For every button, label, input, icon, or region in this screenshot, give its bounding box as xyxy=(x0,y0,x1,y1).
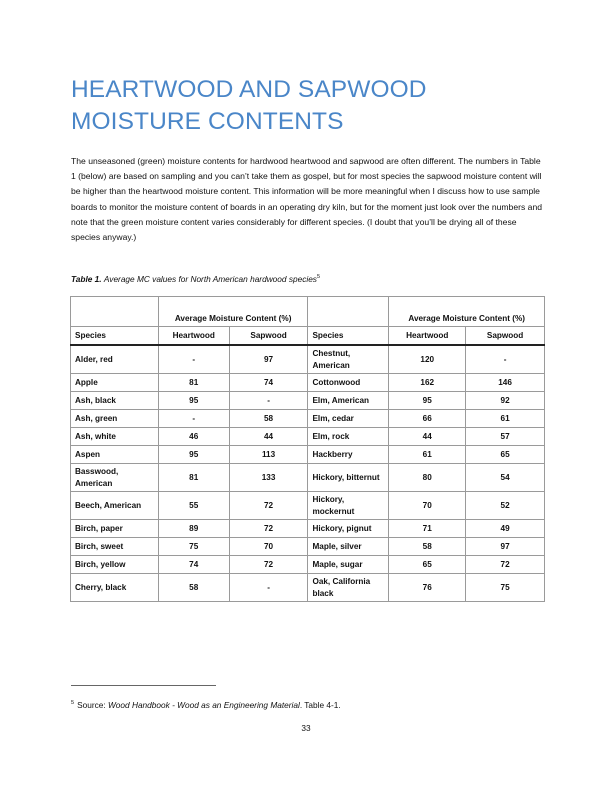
species-cell: Cottonwood xyxy=(308,374,389,392)
sapwood-cell: 72 xyxy=(229,492,308,520)
species-cell: Hackberry xyxy=(308,446,389,464)
species-cell: Hickory, mockernut xyxy=(308,492,389,520)
table-row xyxy=(71,410,545,428)
sapwood-cell: - xyxy=(466,345,545,374)
col-header-species: Species xyxy=(308,327,389,346)
heartwood-cell: 58 xyxy=(389,538,466,556)
col-header-heartwood: Heartwood xyxy=(158,327,229,346)
table-group-header-row xyxy=(71,297,545,327)
heartwood-cell: 81 xyxy=(158,374,229,392)
heartwood-cell: 55 xyxy=(158,492,229,520)
footnote xyxy=(71,700,341,710)
col-header-sapwood: Sapwood xyxy=(229,327,308,346)
table-caption xyxy=(71,274,320,284)
table-row xyxy=(71,446,545,464)
heartwood-cell: 44 xyxy=(389,428,466,446)
heartwood-cell: 81 xyxy=(158,464,229,492)
species-cell: Elm, rock xyxy=(308,428,389,446)
heartwood-cell: 80 xyxy=(389,464,466,492)
sapwood-cell: 54 xyxy=(466,464,545,492)
table-row xyxy=(71,492,545,520)
table-row xyxy=(71,392,545,410)
table-row xyxy=(71,345,545,374)
footnote-number: 5 xyxy=(71,700,75,707)
species-cell: Apple xyxy=(71,374,159,392)
heartwood-cell: 95 xyxy=(158,392,229,410)
table-row xyxy=(71,538,545,556)
heartwood-cell: 95 xyxy=(389,392,466,410)
heartwood-cell: 74 xyxy=(158,556,229,574)
sapwood-cell: 113 xyxy=(229,446,308,464)
table-row xyxy=(71,520,545,538)
heartwood-cell: 75 xyxy=(158,538,229,556)
sapwood-cell: 61 xyxy=(466,410,545,428)
sapwood-cell: 70 xyxy=(229,538,308,556)
table-row xyxy=(71,574,545,602)
sapwood-cell: 72 xyxy=(229,520,308,538)
species-cell: Ash, black xyxy=(71,392,159,410)
page-title: HEARTWOOD AND SAPWOOD MOISTURE CONTENTS xyxy=(71,76,427,135)
sapwood-cell: 97 xyxy=(229,345,308,374)
sapwood-cell: 58 xyxy=(229,410,308,428)
species-cell: Cherry, black xyxy=(71,574,159,602)
species-cell: Basswood, American xyxy=(71,464,159,492)
heartwood-cell: 46 xyxy=(158,428,229,446)
sapwood-cell: 146 xyxy=(466,374,545,392)
species-cell: Hickory, pignut xyxy=(308,520,389,538)
species-cell: Aspen xyxy=(71,446,159,464)
species-cell: Birch, sweet xyxy=(71,538,159,556)
species-cell: Chestnut, American xyxy=(308,345,389,374)
footnote-source-title: Wood Handbook - Wood as an Engineering Material xyxy=(107,700,300,710)
species-cell: Maple, silver xyxy=(308,538,389,556)
table-header-empty xyxy=(71,297,159,327)
sapwood-cell: 65 xyxy=(466,446,545,464)
group-header-right: Average Moisture Content (%) xyxy=(389,297,545,327)
table-row xyxy=(71,464,545,492)
heartwood-cell: 95 xyxy=(158,446,229,464)
sapwood-cell: 44 xyxy=(229,428,308,446)
heartwood-cell: 76 xyxy=(389,574,466,602)
heartwood-cell: 120 xyxy=(389,345,466,374)
col-header-species: Species xyxy=(71,327,159,346)
sapwood-cell: 74 xyxy=(229,374,308,392)
heartwood-cell: 89 xyxy=(158,520,229,538)
species-cell: Birch, yellow xyxy=(71,556,159,574)
species-cell: Beech, American xyxy=(71,492,159,520)
col-header-sapwood: Sapwood xyxy=(466,327,545,346)
heartwood-cell: 58 xyxy=(158,574,229,602)
footnote-divider xyxy=(71,685,216,686)
table-row xyxy=(71,428,545,446)
species-cell: Ash, white xyxy=(71,428,159,446)
sapwood-cell: 72 xyxy=(229,556,308,574)
table-caption-label: Table 1. xyxy=(71,274,102,284)
footnote-suffix: . Table 4-1. xyxy=(299,700,341,710)
sapwood-cell: 75 xyxy=(466,574,545,602)
table-column-header-row xyxy=(71,327,545,346)
heartwood-cell: 70 xyxy=(389,492,466,520)
sapwood-cell: 133 xyxy=(229,464,308,492)
footnote-prefix: Source: xyxy=(77,700,108,710)
species-cell: Hickory, bitternut xyxy=(308,464,389,492)
footnote-ref: 5 xyxy=(316,274,321,281)
table-header-empty xyxy=(308,297,389,327)
species-cell: Ash, green xyxy=(71,410,159,428)
table-row xyxy=(71,556,545,574)
heartwood-cell: 162 xyxy=(389,374,466,392)
sapwood-cell: 49 xyxy=(466,520,545,538)
heartwood-cell: - xyxy=(158,345,229,374)
species-cell: Elm, cedar xyxy=(308,410,389,428)
sapwood-cell: 57 xyxy=(466,428,545,446)
moisture-table xyxy=(70,296,545,602)
species-cell: Oak, California black xyxy=(308,574,389,602)
col-header-heartwood: Heartwood xyxy=(389,327,466,346)
species-cell: Alder, red xyxy=(71,345,159,374)
table-row xyxy=(71,374,545,392)
sapwood-cell: 72 xyxy=(466,556,545,574)
heartwood-cell: - xyxy=(158,410,229,428)
species-cell: Elm, American xyxy=(308,392,389,410)
heartwood-cell: 61 xyxy=(389,446,466,464)
sapwood-cell: 52 xyxy=(466,492,545,520)
sapwood-cell: 92 xyxy=(466,392,545,410)
sapwood-cell: - xyxy=(229,392,308,410)
sapwood-cell: - xyxy=(229,574,308,602)
group-header-left: Average Moisture Content (%) xyxy=(158,297,308,327)
heartwood-cell: 65 xyxy=(389,556,466,574)
sapwood-cell: 97 xyxy=(466,538,545,556)
species-cell: Maple, sugar xyxy=(308,556,389,574)
table-caption-text: Average MC values for North American hardwood species xyxy=(103,274,317,284)
species-cell: Birch, paper xyxy=(71,520,159,538)
intro-paragraph: The unseasoned (green) moisture contents for hardwood heartwood and sapwood are often different. The numbers in Table 1 (below) are based on sampling and you can’t take them as gospel, but for most species the sapwood moisture content will be higher than the heartwood moisture content. This information will be more meaningful when I discuss how to use sample boards to monitor the moisture content of boards in an operating dry kiln, but for the moment just look over the numbers and note that the green moisture content varies considerably for different species. (I doubt that you’ll be drying all of these species anyway.) xyxy=(71,156,543,243)
page-number: 33 xyxy=(301,723,311,733)
heartwood-cell: 66 xyxy=(389,410,466,428)
heartwood-cell: 71 xyxy=(389,520,466,538)
